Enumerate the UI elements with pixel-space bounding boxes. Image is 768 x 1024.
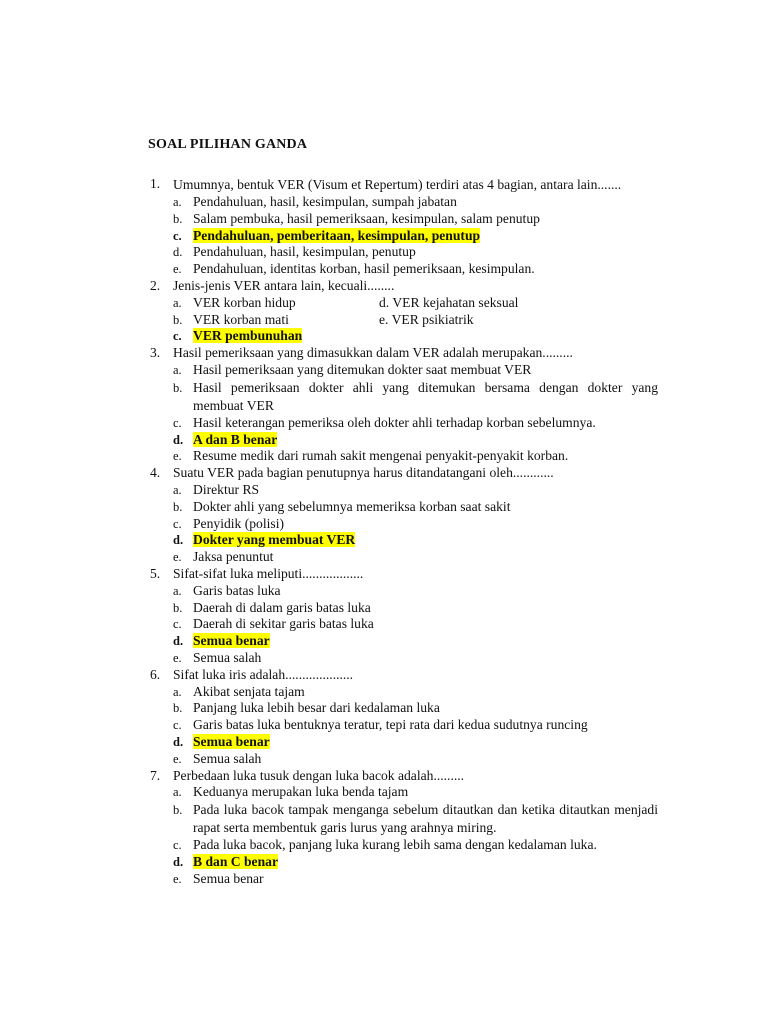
option-a [173,684,658,701]
option-letter: a. [173,785,182,800]
option-text-highlighted: B dan C benar [193,853,278,869]
option-letter: d. [173,854,184,869]
option-text: Dokter ahli yang sebelumnya memeriksa korban saat sakit [193,498,511,514]
question-number: 1. [150,176,161,191]
option-letter: c. [173,415,182,430]
question-2 [148,278,658,345]
option-letter: c. [173,516,182,531]
question-list [148,176,658,887]
option-letter: a. [173,583,182,598]
option-a [173,295,379,312]
question-5 [148,566,658,667]
option-text: Semua salah [193,649,262,665]
option-a [173,362,658,379]
option-d [173,244,658,261]
option-list [173,295,658,345]
option-letter: d. [173,245,183,260]
option-text: Pendahuluan, hasil, kesimpulan, penutup [193,244,416,260]
question-7 [148,768,658,888]
option-b [173,499,658,516]
option-letter: b. [173,380,183,395]
option-a [173,194,658,211]
option-text: VER korban hidup [193,294,296,310]
option-e [173,261,658,278]
option-text: Hasil pemeriksaan dokter ahli yang ditemukan bersama dengan dokter yang membuat VER [193,379,658,413]
option-d [379,295,518,312]
question-number: 4. [150,465,161,481]
option-letter: c. [173,617,182,632]
option-letter: d. [173,634,184,649]
option-text: Pendahuluan, hasil, kesimpulan, sumpah jabatan [193,194,457,209]
option-text: Jaksa penuntut [193,549,274,565]
option-e [173,650,658,667]
option-text: Daerah di sekitar garis batas luka [193,616,374,632]
option-a [173,482,658,499]
option-list [173,583,658,667]
option-letter: b. [173,499,183,514]
option-letter: c. [173,329,182,344]
question-4 [148,465,658,566]
option-letter: a. [173,295,182,310]
option-text-highlighted: A dan B benar [193,431,278,447]
question-text: Jenis-jenis VER antara lain, kecuali........ [173,277,395,293]
option-letter: b. [173,312,183,327]
question-6 [148,667,658,768]
question-text: Sifat-sifat luka meliputi.................. [173,565,364,581]
option-e [173,751,658,768]
option-text-highlighted: Dokter yang membuat VER [193,532,356,548]
option-b [173,801,658,837]
option-e [173,448,658,465]
option-text: Garis batas luka [193,582,281,598]
option-letter: c. [173,718,182,733]
option-e [173,549,658,566]
option-c-correct [173,228,658,245]
option-text: VER korban mati [193,311,289,327]
question-number: 5. [150,565,161,581]
option-letter: a. [173,684,182,699]
option-e [379,312,474,329]
option-letter: a. [173,195,182,209]
option-a [173,784,658,801]
option-b [173,700,658,717]
question-number: 7. [150,767,161,783]
option-text-highlighted: Pendahuluan, pemberitaan, kesimpulan, penutup [193,227,481,243]
option-d-correct [173,432,658,449]
option-c [173,717,658,734]
option-c [173,837,658,854]
option-letter: d. [173,734,184,749]
option-e [173,871,658,888]
option-text: Garis batas luka bentuknya teratur, tepi rata dari kedua sudutnya runcing [193,717,588,733]
option-text: Semua salah [193,750,262,766]
question-number: 6. [150,666,161,682]
option-text: Keduanya merupakan luka benda tajam [193,784,409,800]
question-1 [148,176,658,278]
option-text: Direktur RS [193,481,260,497]
option-list [173,784,658,887]
option-text: Panjang luka lebih besar dari kedalaman luka [193,700,440,716]
option-text-highlighted: Semua benar [193,733,270,749]
option-list [173,482,658,566]
option-letter: e. [173,262,182,277]
option-letter: a. [173,482,182,497]
option-list [173,194,658,278]
question-number: 2. [150,277,161,293]
option-row [173,312,658,329]
option-text: Daerah di dalam garis batas luka [193,599,371,615]
option-text: Salam pembuka, hasil pemeriksaan, kesimpulan, salam penutup [193,210,540,226]
option-letter: e. [173,871,182,886]
option-letter: e. [173,449,182,464]
option-b [173,379,658,415]
question-text: Suatu VER pada bagian penutupnya harus ditandatangani oleh............ [173,465,554,481]
option-letter: d. [173,533,184,548]
question-text: Umumnya, bentuk VER (Visum et Repertum) terdiri atas 4 bagian, antara lain....... [173,177,622,192]
option-a [173,583,658,600]
page-title: SOAL PILIHAN GANDA [148,137,308,152]
option-letter: a. [173,362,182,377]
option-letter: b. [173,600,183,615]
option-letter: e. [379,311,389,327]
option-text: Hasil pemeriksaan yang ditemukan dokter saat membuat VER [193,361,532,377]
option-d-correct [173,854,658,871]
question-3 [148,345,658,465]
option-letter: b. [173,803,183,818]
option-text-highlighted: Semua benar [193,633,270,649]
question-text: Perbedaan luka tusuk dengan luka bacok adalah......... [173,767,465,783]
option-text: Pada luka bacok, panjang luka kurang lebih sama dengan kedalaman luka. [193,837,597,853]
option-letter: b. [173,701,183,716]
option-d-correct [173,734,658,751]
option-text: Akibat senjata tajam [193,683,305,699]
option-letter: e. [173,751,182,766]
option-text: Semua benar [193,870,264,886]
option-text: Pendahuluan, identitas korban, hasil pemeriksaan, kesimpulan. [193,261,535,277]
option-letter: e. [173,550,182,565]
option-letter: b. [173,211,183,226]
option-text: Penyidik (polisi) [193,515,285,531]
option-c [173,616,658,633]
option-b [173,312,379,329]
option-c [173,516,658,533]
option-b [173,211,658,228]
question-text: Hasil pemeriksaan yang dimasukkan dalam VER adalah merupakan......... [173,345,573,361]
option-text: VER psikiatrik [391,311,474,327]
option-letter: d. [379,294,390,310]
option-c [173,415,658,432]
question-number: 3. [150,345,161,361]
option-letter: d. [173,432,184,447]
option-row [173,295,658,312]
option-text-highlighted: VER pembunuhan [193,328,303,344]
option-b [173,600,658,617]
option-letter: c. [173,228,182,243]
option-d-correct [173,532,658,549]
question-text: Sifat luka iris adalah.................... [173,666,354,682]
option-text: Hasil keterangan pemeriksa oleh dokter ahli terhadap korban sebelumnya. [193,414,596,430]
option-letter: c. [173,838,182,853]
option-d-correct [173,633,658,650]
option-text: Resume medik dari rumah sakit mengenai penyakit-penyakit korban. [193,448,569,464]
option-list [173,362,658,465]
option-c-correct [173,328,658,345]
option-text: VER kejahatan seksual [392,294,519,310]
option-letter: e. [173,650,182,665]
option-text: Pada luka bacok tampak menganga sebelum ditautkan dan ketika ditautkan menjadi rapat serta membentuk garis lurus yang arahnya miring. [193,802,658,836]
option-list [173,684,658,768]
